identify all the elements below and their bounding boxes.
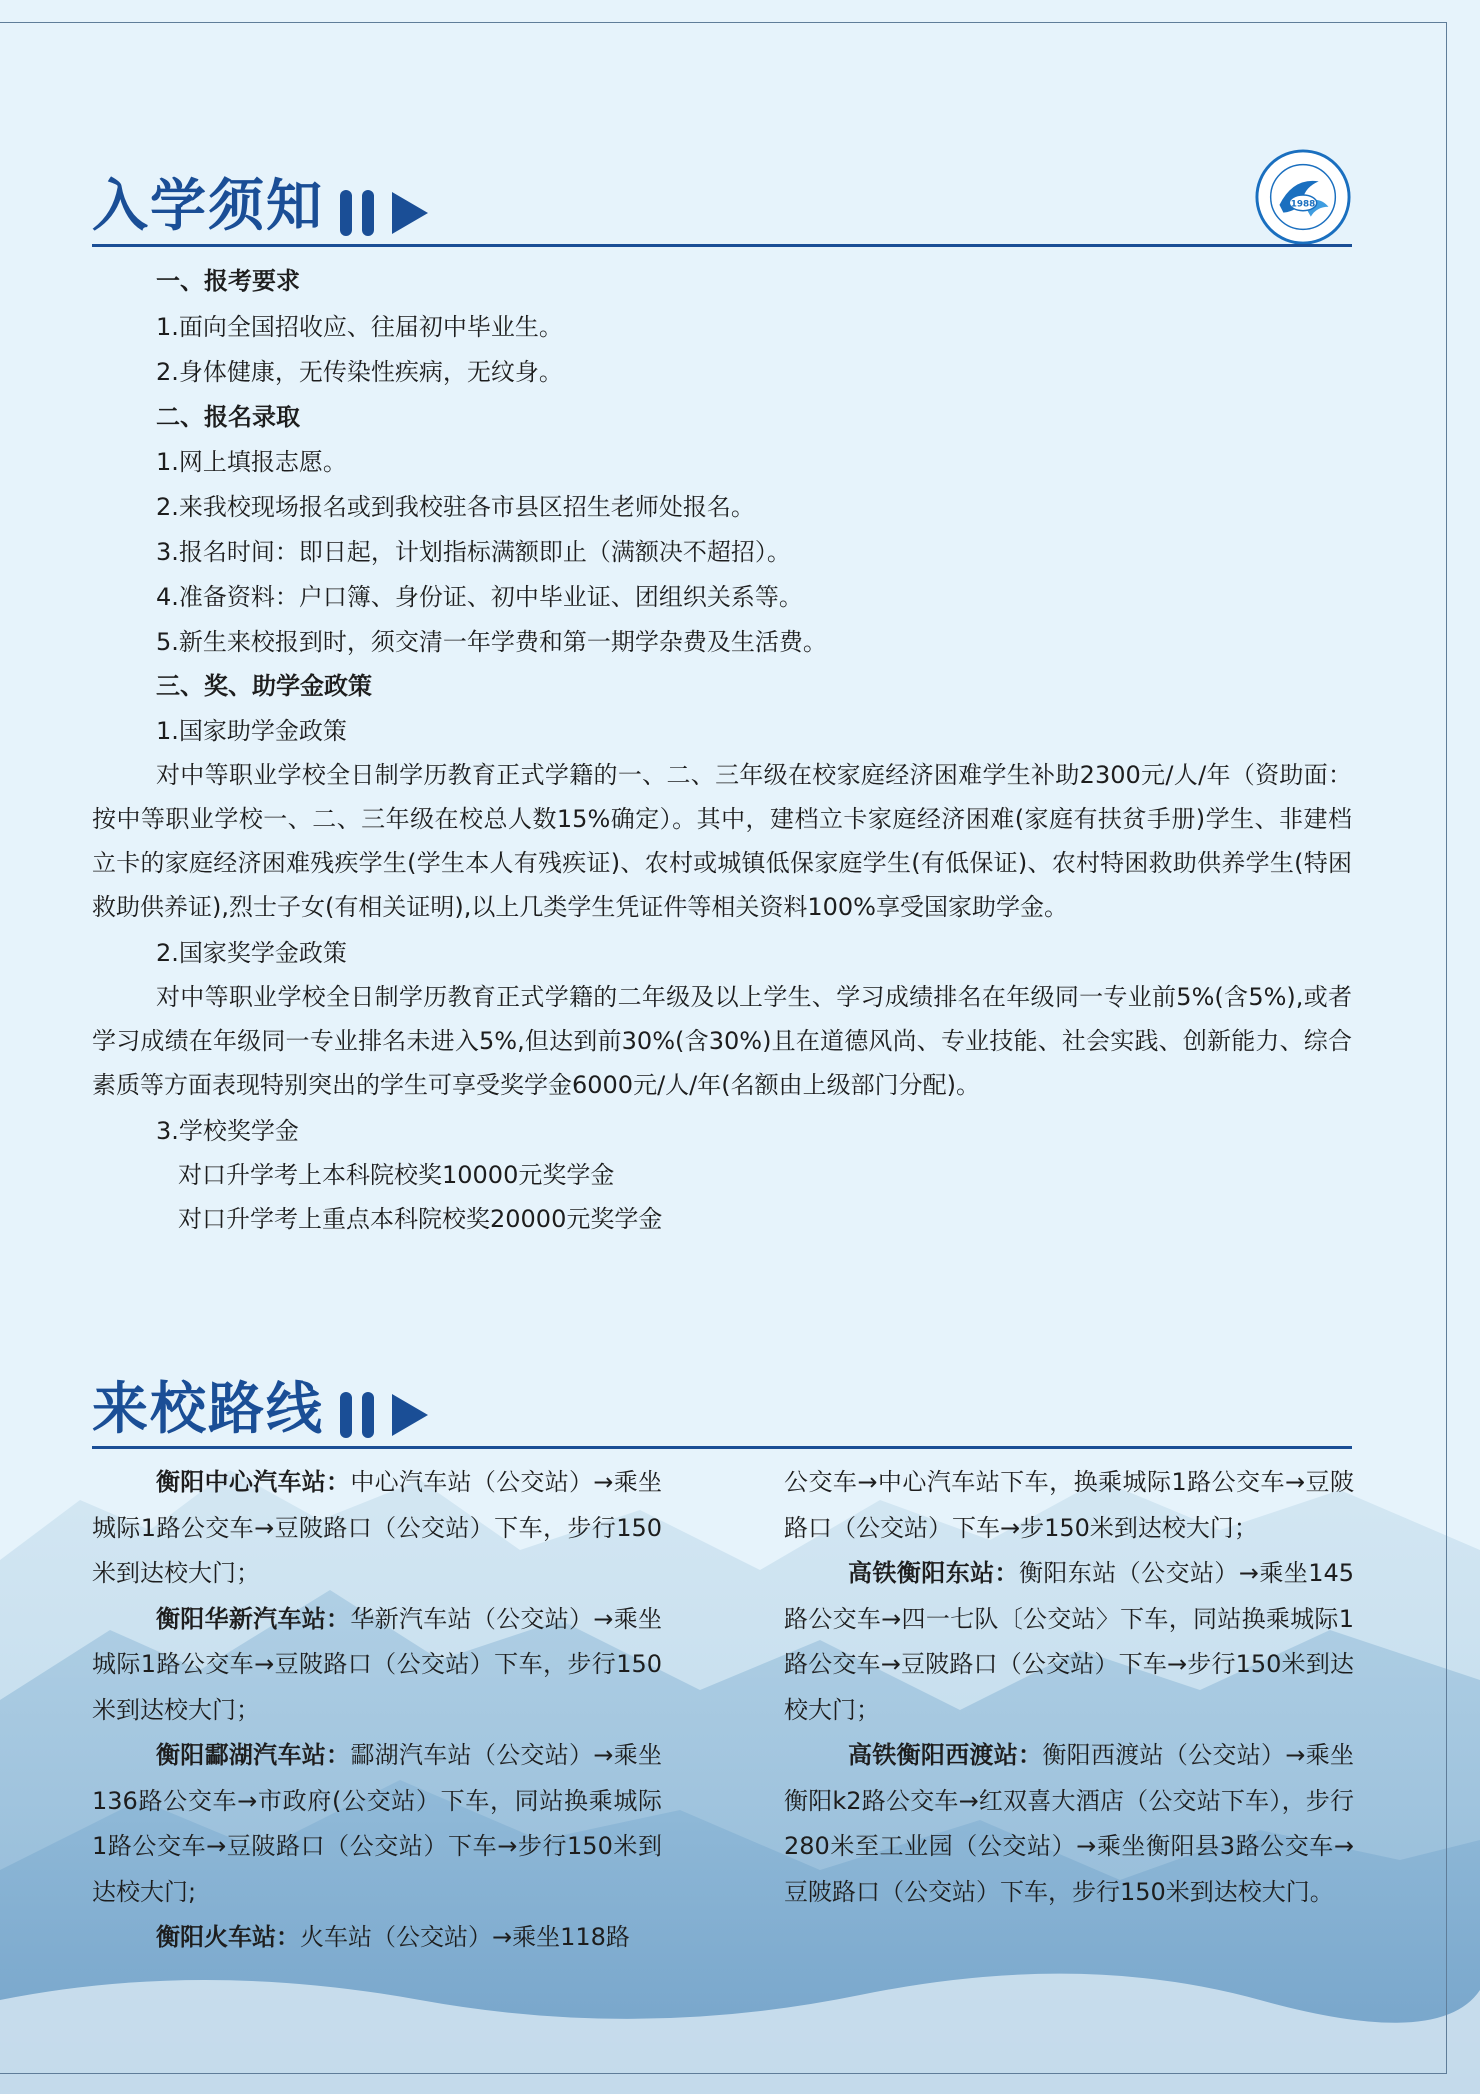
route-item	[784, 1733, 1354, 1915]
route-item	[92, 1597, 662, 1734]
route-text: 衡阳东站（公交站）→乘坐145路公交车→四一七队〔公交站〉下车，同站换乘城际1路公交车→豆陂路口（公交站）下车→步行150米到达校大门；	[784, 1559, 1355, 1724]
route-text: 公交车→中心汽车站下车，换乘城际1路公交车→豆陂路口（公交站）下车→步150米到达校大门；	[784, 1468, 1354, 1542]
notice-item: 3.学校奖学金	[156, 1117, 299, 1145]
notice-item: 4.准备资料：户口簿、身份证、初中毕业证、团组织关系等。	[156, 583, 803, 611]
title-arrow-icon	[338, 188, 430, 238]
section-heading: 二、报名录取	[156, 403, 300, 431]
section2-rule	[92, 1446, 1352, 1449]
notice-item: 3.报名时间：即日起，计划指标满额即止（满额决不超招）。	[156, 538, 791, 566]
logo-year: 1988	[1290, 199, 1316, 210]
section-heading: 一、报考要求	[156, 267, 300, 295]
route-text: 酃湖汽车站（公交站）→乘坐136路公交车→市政府(公交站）下车，同站换乘城际1路公交车→豆陂路口（公交站）下车→步行150米到达校大门;	[92, 1741, 663, 1906]
route-column-left	[92, 1460, 662, 1961]
route-item	[92, 1733, 662, 1915]
route-text: 衡阳西渡站（公交站）→乘坐衡阳k2路公交车→红双喜大酒店（公交站下车），步行280米至工业园（公交站）→乘坐衡阳县3路公交车→豆陂路口（公交站）下车，步行150米到达校大门。	[784, 1741, 1355, 1906]
route-item	[92, 1915, 662, 1961]
notice-item: 1.国家助学金政策	[156, 717, 347, 745]
school-logo	[1254, 148, 1352, 246]
route-title: 来校路线	[92, 1377, 324, 1442]
grant-policy-paragraph: 对中等职业学校全日制学历教育正式学籍的一、二、三年级在校家庭经济困难学生补助2300元/人/年（资助面：按中等职业学校一、二、三年级在校总人数15%确定）。其中，建档立卡家庭经济困难(家庭有扶贫手册)学生、非建档立卡的家庭经济困难残疾学生(学生本人有残疾证)、农村或城镇低保家庭学生(有低保证)、农村特困救助供养学生(特困救助供养证),烈士子女(有相关证明),以上几类学生凭证件等相关资料100%享受国家助学金。	[92, 761, 1352, 921]
school-scholarship-item: 对口升学考上本科院校奖10000元奖学金	[178, 1161, 615, 1189]
route-station-name: 衡阳华新汽车站：	[156, 1604, 351, 1633]
notice-item: 2.国家奖学金政策	[156, 939, 347, 967]
route-text: 火车站（公交站）→乘坐118路	[300, 1923, 630, 1951]
route-item	[92, 1460, 662, 1597]
school-scholarship-item: 对口升学考上重点本科院校奖20000元奖学金	[178, 1205, 663, 1233]
notice-item: 2.身体健康，无传染性疾病，无纹身。	[156, 358, 563, 386]
notice-item: 5.新生来校报到时，须交清一年学费和第一期学杂费及生活费。	[156, 628, 827, 656]
route-station-name: 衡阳中心汽车站：	[156, 1468, 351, 1496]
notice-item: 1.面向全国招收应、往届初中毕业生。	[156, 313, 563, 341]
route-item-continued	[784, 1460, 1354, 1551]
admission-notice-title: 入学须知	[92, 174, 324, 239]
notice-item: 2.来我校现场报名或到我校驻各市县区招生老师处报名。	[156, 493, 755, 521]
route-text: 华新汽车站（公交站）→乘坐城际1路公交车→豆陂路口（公交站）下车，步行150米到达校大门；	[92, 1604, 663, 1724]
section-heading: 三、奖、助学金政策	[156, 672, 372, 700]
route-column-right	[784, 1460, 1354, 1915]
route-station-name: 高铁衡阳东站：	[848, 1559, 1019, 1587]
title-arrow-icon	[338, 1390, 430, 1440]
section1-rule	[92, 244, 1352, 247]
route-station-name: 高铁衡阳西渡站：	[848, 1741, 1043, 1769]
route-item	[784, 1551, 1354, 1733]
scholarship-policy-paragraph: 对中等职业学校全日制学历教育正式学籍的二年级及以上学生、学习成绩排名在年级同一专业前5%(含5%),或者学习成绩在年级同一专业排名未进入5%,但达到前30%(含30%)且在道德风尚、专业技能、社会实践、创新能力、综合素质等方面表现特别突出的学生可享受奖学金6000元/人/年(名额由上级部门分配)。	[92, 983, 1352, 1099]
route-station-name: 衡阳火车站：	[156, 1923, 300, 1951]
route-text: 中心汽车站（公交站）→乘坐城际1路公交车→豆陂路口（公交站）下车，步行150米到达校大门；	[92, 1468, 663, 1587]
route-station-name: 衡阳酃湖汽车站：	[156, 1741, 351, 1769]
notice-item: 1.网上填报志愿。	[156, 448, 347, 476]
